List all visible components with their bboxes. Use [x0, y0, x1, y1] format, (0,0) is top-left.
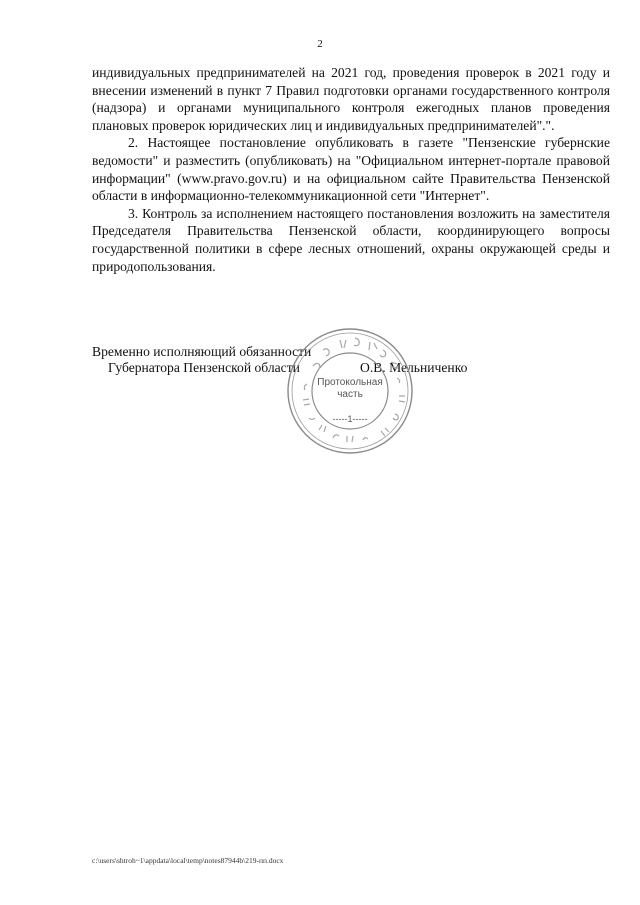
- stamp-text-line2: часть: [337, 389, 363, 400]
- signatory-name: О.В. Мельниченко: [360, 360, 468, 375]
- stamp-text-line1: Протокольная: [317, 377, 383, 388]
- stamp-inner-text: [285, 377, 415, 401]
- paragraph-publication: 2. Настоящее постановление опубликовать в газете "Пензенские губернские ведомости" и разместить (опубликовать) на "Официальном интернет-портале правовой информации" (www.pravo.gov.ru) и на официальном сайте Правительства Пензенской области в информационно-телекоммуникационной сети "Интернет".: [92, 135, 610, 204]
- stamp-number-rule-left: -----: [332, 414, 348, 424]
- signatory-position-line1: Временно исполняющий обязанности: [92, 344, 312, 359]
- stamp-number-rule-right: -----: [352, 414, 368, 424]
- stamp-number: [285, 414, 415, 424]
- signatory-position-line2: Губернатора Пензенской области: [108, 360, 300, 375]
- paragraph-continuation: индивидуальных предпринимателей на 2021 год, проведения проверок в 2021 году и внесении изменений в пункт 7 Правил подготовки органами государственного контроля (надзора) и органами муниципального контроля ежегодных планов проведения плановых проверок юридических лиц и индивидуальных предпринимателей".".: [92, 65, 610, 133]
- stamp-number-value: 1: [347, 414, 353, 424]
- document-body: [92, 64, 610, 275]
- paragraph-control: 3. Контроль за исполнением настоящего постановления возложить на заместителя Председателя Правительства Пензенской области, координирующего вопросы государственной политики в сфере лесных отношений, охраны окружающей среды и природопользования.: [92, 205, 610, 274]
- page-number: 2: [317, 38, 323, 50]
- official-stamp: [285, 326, 415, 456]
- document-file-path: c:\users\shtroh~1\appdata\local\temp\notes87944b\219-пп.docx: [92, 856, 284, 865]
